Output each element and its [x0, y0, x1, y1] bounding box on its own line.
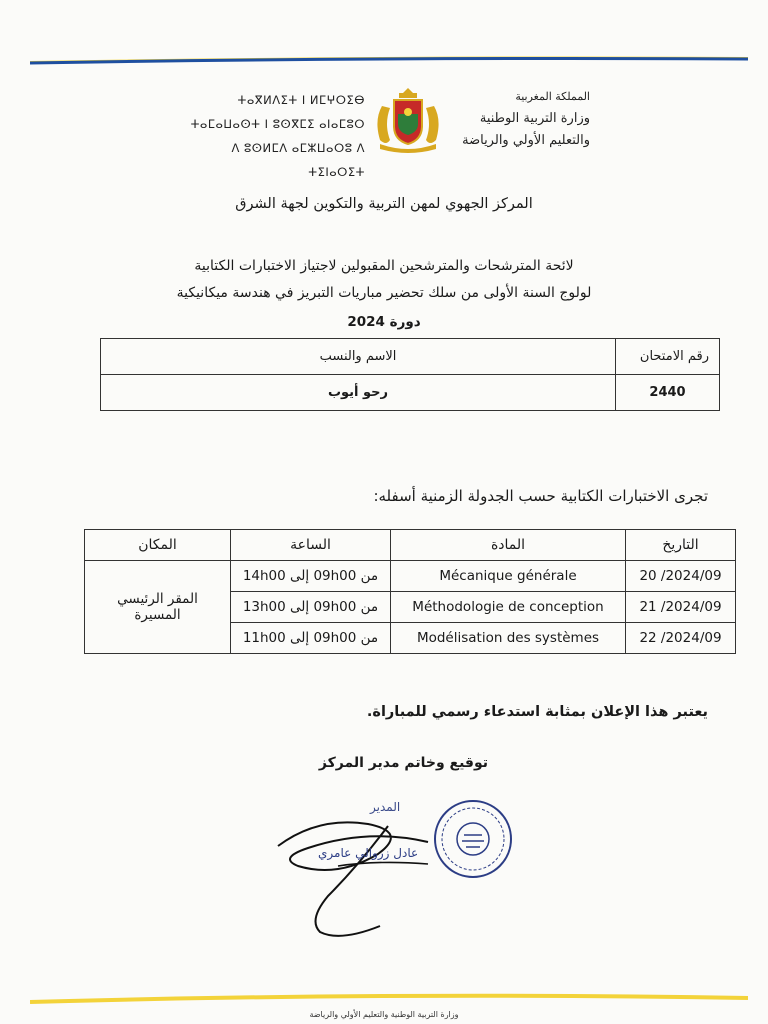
exam-time: من 09h00 إلى 11h00 — [231, 623, 391, 654]
candidate-name: رحو أيوب — [101, 375, 616, 411]
session-label: دورة 2024 — [347, 314, 421, 330]
director-label: المدير — [370, 800, 401, 814]
kingdom-label: المملكة المغربية — [515, 90, 590, 103]
table-row — [101, 375, 720, 411]
header-place: المكان — [85, 530, 231, 561]
schedule-table-header — [85, 530, 736, 561]
header-subject: المادة — [391, 530, 626, 561]
header-decorative-line — [30, 52, 748, 72]
exam-date: 2024/09/ 21 — [626, 592, 736, 623]
exam-subject: Modélisation des systèmes — [391, 623, 626, 654]
exam-place: المقر الرئيسي المسيرة — [85, 561, 231, 654]
footer-text: وزارة التربية الوطنية والتعليم الأولي والرياضة — [309, 1010, 459, 1019]
ministry-label-1: وزارة التربية الوطنية — [479, 111, 590, 126]
tifinagh-line-3: ⴷ ⵓⵙⵍⵎⴷ ⴰⵎⵣⵡⴰⵔⵓ ⴷ ⵜⵉⵏⴰⵔⵉⵜ — [231, 141, 365, 179]
footer-decorative-line — [30, 990, 748, 1008]
exam-date: 2024/09/ 20 — [626, 561, 736, 592]
tifinagh-line-2: ⵜⴰⵎⴰⵡⴰⵙⵜ ⵏ ⵓⵙⴳⵎⵉ ⴰⵏⴰⵎⵓⵔ — [190, 117, 365, 131]
tifinagh-line-1: ⵜⴰⴳⵍⴷⵉⵜ ⵏ ⵍⵎⵖⵔⵉⴱ — [237, 93, 365, 107]
header-exam-number: رقم الامتحان — [616, 339, 720, 375]
candidate-table-header — [101, 339, 720, 375]
exam-time: من 09h00 إلى 13h00 — [231, 592, 391, 623]
exam-subject: Mécanique générale — [391, 561, 626, 592]
center-name: المركز الجهوي لمهن التربية والتكوين لجهة الشرق — [235, 196, 533, 212]
director-name: عادل زروالي عامري — [318, 846, 419, 860]
ministry-label-2: والتعليم الأولي والرياضة — [462, 133, 590, 148]
schedule-table — [84, 529, 736, 654]
list-title-line-1: لائحة المترشحات والمترشحين المقبولين لاجتياز الاختبارات الكتابية — [194, 258, 574, 274]
coat-of-arms-icon — [368, 84, 448, 156]
handwritten-signature — [268, 806, 448, 946]
table-row — [85, 561, 736, 592]
ministry-header-tifinagh — [190, 88, 365, 184]
header-full-name: الاسم والنسب — [101, 339, 616, 375]
official-stamp-icon — [432, 798, 514, 880]
candidate-table — [100, 338, 720, 411]
candidate-exam-number: 2440 — [616, 375, 720, 411]
exam-date: 2024/09/ 22 — [626, 623, 736, 654]
schedule-intro: تجرى الاختبارات الكتابية حسب الجدولة الزمنية أسفله: — [373, 487, 708, 505]
header-date: التاريخ — [626, 530, 736, 561]
exam-time: من 09h00 إلى 14h00 — [231, 561, 391, 592]
list-title-line-2: لولوج السنة الأولى من سلك تحضير مباريات التبريز في هندسة ميكانيكية — [176, 285, 592, 301]
signature-title: توقيع وخاتم مدير المركز — [318, 755, 488, 771]
official-notice: يعتبر هذا الإعلان بمثابة استدعاء رسمي للمباراة. — [366, 704, 708, 720]
exam-subject: Méthodologie de conception — [391, 592, 626, 623]
header-time: الساعة — [231, 530, 391, 561]
